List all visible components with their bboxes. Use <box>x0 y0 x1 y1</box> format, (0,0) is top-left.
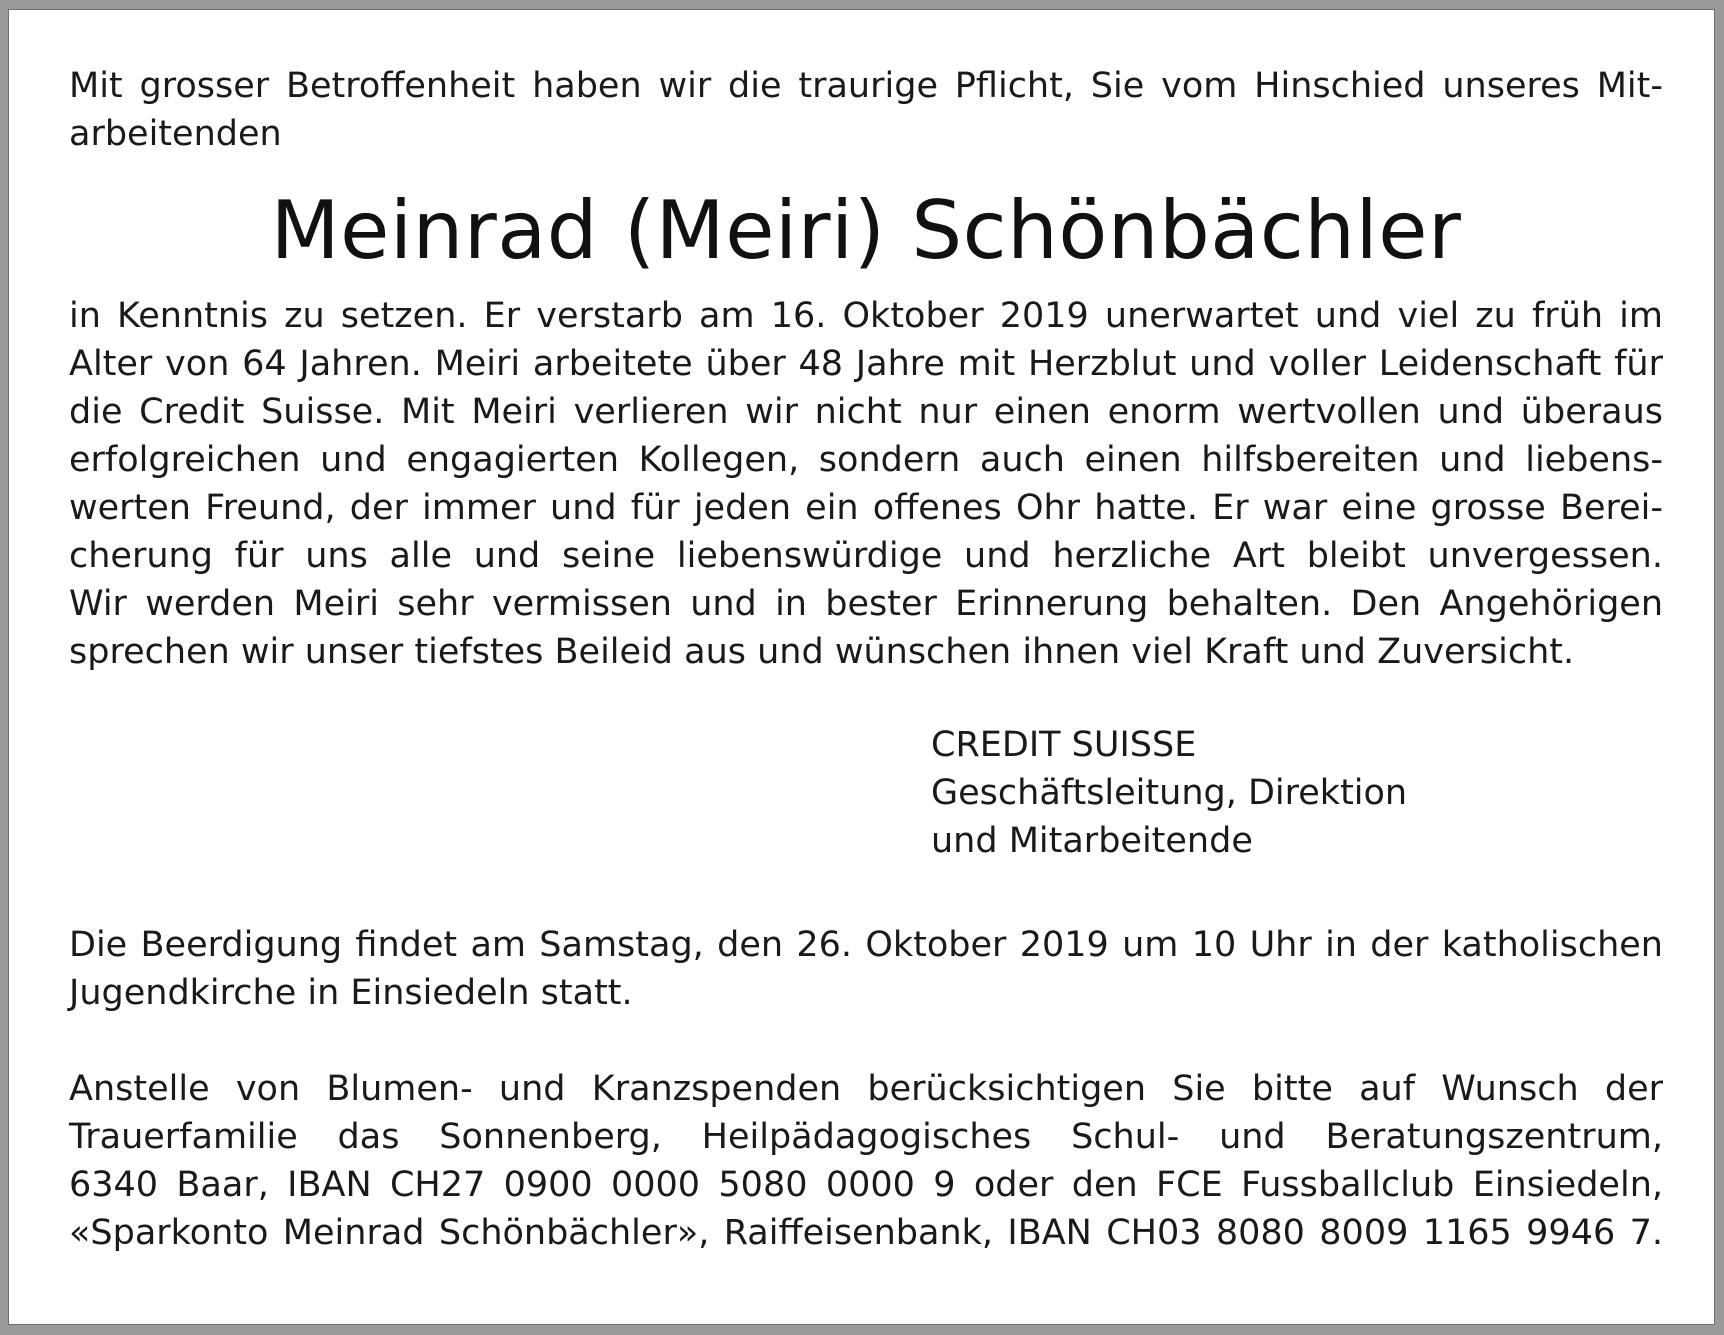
signature-line: Geschäftsleitung, Direktion <box>931 773 1408 813</box>
donation-line: 6340 Baar, IBAN CH27 0900 0000 5080 0000 9 oder den FCE Fussballclub Einsiedeln, <box>69 1165 1663 1205</box>
funeral-line: Die Beerdigung findet am Samstag, den 26. Oktober 2019 um 10 Uhr in der katholischen <box>69 925 1663 965</box>
body-line: sprechen wir unser tiefstes Beileid aus und wünschen ihnen viel Kraft und Zuversicht. <box>69 632 1575 672</box>
body-line: erfolgreichen und engagierten Kollegen, sondern auch einen hilfsbereiten und liebens- <box>69 440 1663 480</box>
body-line: cherung für uns alle und seine liebenswürdige und herzliche Art bleibt unvergessen. <box>69 536 1663 576</box>
body-line: in Kenntnis zu setzen. Er verstarb am 16. Oktober 2019 unerwartet und viel zu früh im <box>69 296 1663 336</box>
intro-paragraph <box>69 62 1663 158</box>
intro-line: Mit grosser Betroffenheit haben wir die traurige Pflicht, Sie vom Hinschied unseres Mit- <box>69 66 1663 106</box>
obituary-content <box>69 62 1663 1257</box>
donation-line: «Sparkonto Meinrad Schönbächler», Raiffeisenbank, IBAN CH03 8080 8009 1165 9946 7. <box>69 1213 1663 1253</box>
signature-company: CREDIT SUISSE <box>931 725 1197 765</box>
body-line: Alter von 64 Jahren. Meiri arbeitete über 48 Jahre mit Herzblut und voller Leidenschaft für <box>69 344 1663 384</box>
donation-paragraph <box>69 1065 1663 1257</box>
body-line: die Credit Suisse. Mit Meiri verlieren wir nicht nur einen enorm wertvollen und überaus <box>69 392 1663 432</box>
signature-block <box>931 721 1663 865</box>
body-line: Wir werden Meiri sehr vermissen und in bester Erinnerung behalten. Den Angehörigen <box>69 584 1663 624</box>
body-paragraph <box>69 292 1663 676</box>
donation-line: Anstelle von Blumen- und Kranzspenden berücksichtigen Sie bitte auf Wunsch der <box>69 1069 1663 1109</box>
deceased-name: Meinrad (Meiri) Schönbächler <box>270 184 1462 277</box>
signature-line: und Mitarbeitende <box>931 821 1253 861</box>
funeral-line: Jugendkirche in Einsiedeln statt. <box>69 973 633 1013</box>
donation-line: Trauerfamilie das Sonnenberg, Heilpädagogisches Schul- und Beratungszentrum, <box>69 1117 1663 1157</box>
funeral-paragraph <box>69 921 1663 1017</box>
obituary-notice-page <box>8 9 1715 1325</box>
intro-line: arbeitenden <box>69 114 282 154</box>
body-line: werten Freund, der immer und für jeden ein offenes Ohr hatte. Er war eine grosse Berei- <box>69 488 1663 528</box>
